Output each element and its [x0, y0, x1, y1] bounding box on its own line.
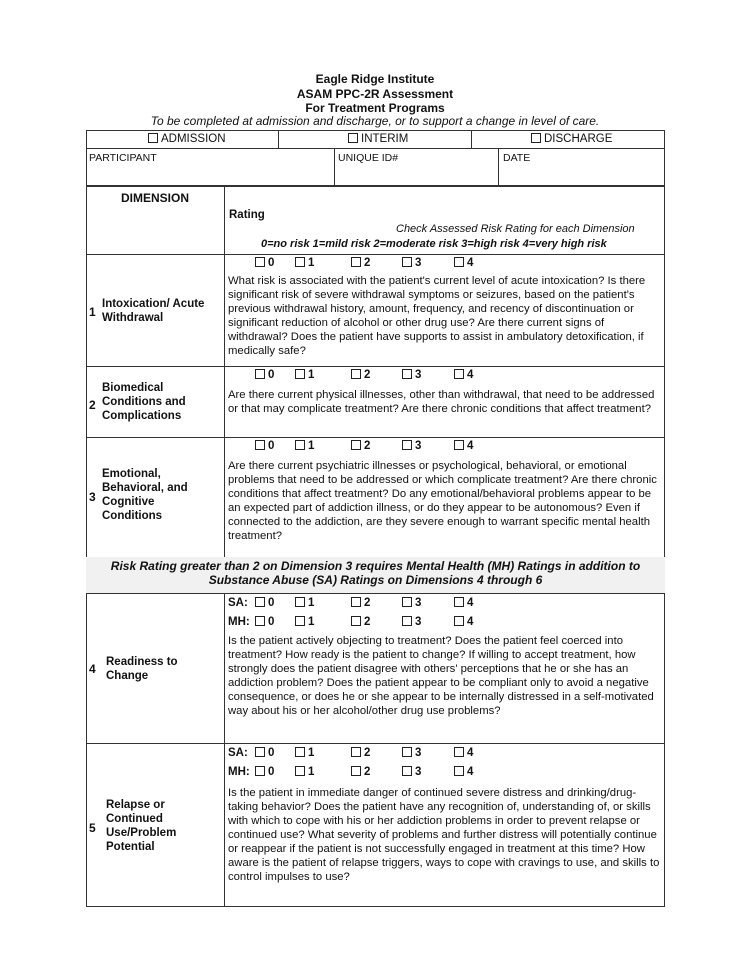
rating-3[interactable]: 3 — [402, 597, 454, 609]
rating-2[interactable]: 2 — [351, 369, 402, 381]
dim-name: Emotional, Behavioral, and Cognitive Conditions — [102, 468, 188, 522]
rating-4[interactable]: 4 — [454, 257, 494, 269]
rating-instruction: Check Assessed Risk Rating for each Dimension — [396, 223, 635, 235]
dim-number: 4 — [89, 662, 96, 676]
rating-0[interactable]: 0 — [255, 440, 295, 452]
form-instruction: To be completed at admission and discharge, or to support a change in level of care. — [150, 114, 600, 128]
unique-id-field[interactable]: UNIQUE ID# — [338, 152, 399, 164]
rating-options — [255, 440, 494, 452]
rating-scale: 0=no risk 1=mild risk 2=moderate risk 3=high risk 4=very high risk — [261, 238, 607, 250]
dim-number: 1 — [89, 305, 96, 319]
rating-2[interactable]: 2 — [351, 747, 402, 759]
mh-requirement-banner: Risk Rating greater than 2 on Dimension 3 requires Mental Health (MH) Ratings in addition to Substance Abuse (SA) Ratings on Dimensions 4 through 6 — [86, 557, 665, 593]
rating-1[interactable]: 1 — [295, 616, 351, 628]
rating-4[interactable]: 4 — [454, 369, 494, 381]
rating-1[interactable]: 1 — [295, 440, 351, 452]
rating-options — [255, 369, 494, 381]
date-field[interactable]: DATE — [503, 152, 531, 164]
sa-rating-options: SA: 0 1 2 3 4 — [228, 747, 494, 759]
dim-number: 3 — [89, 490, 96, 504]
rating-1[interactable]: 1 — [295, 257, 351, 269]
dim-question: Are there current physical illnesses, other than withdrawal, that need to be addressed or that may complicate treatment? Are there chronic conditions that affect treatment? — [228, 389, 655, 415]
dim-question: Are there current psychiatric illnesses or psychological, behavioral, or emotional problems that need to be addressed or which complicate treatment? Are there chronic conditions that affect treatment? Do any emotional/behavioral problems appear to be an expected part of addiction illness, or do they appear to be autonomous? Even if connected to the addiction, are they severe enough to warrant specific mental health treatment? — [228, 460, 657, 542]
rating-options — [255, 257, 494, 269]
mh-rating-options: MH: 0 1 2 3 4 — [228, 766, 494, 778]
interim-checkbox[interactable]: INTERIM — [348, 133, 408, 145]
checkbox-icon — [348, 133, 358, 143]
checkbox-icon — [148, 133, 158, 143]
rating-3[interactable]: 3 — [402, 257, 454, 269]
dim-number: 2 — [89, 398, 96, 412]
dim-question: Is the patient actively objecting to treatment? Does the patient feel coerced into treatment? How ready is the patient to change? If willing to accept treatment, how strongly does the patient disagree with others' perceptions that he or she has an addiction problem? Does the patient appear to be compliant only to avoid a negative consequence, or does he or she appear to be internally distressed in a self-motivated way about his or her alcohol/other drug use problems? — [228, 635, 654, 717]
org-name: Eagle Ridge Institute — [315, 72, 435, 86]
rating-header: Rating — [229, 209, 265, 221]
rating-4[interactable]: 4 — [454, 616, 494, 628]
admission-checkbox[interactable]: ADMISSION — [148, 133, 226, 145]
dim-number: 5 — [89, 821, 96, 835]
dimension-header: DIMENSION — [121, 191, 190, 205]
rating-4[interactable]: 4 — [454, 440, 494, 452]
rating-1[interactable]: 1 — [295, 747, 351, 759]
rating-3[interactable]: 3 — [402, 747, 454, 759]
rating-0[interactable]: 0 — [255, 616, 295, 628]
rating-1[interactable]: 1 — [295, 369, 351, 381]
rating-1[interactable]: 1 — [295, 597, 351, 609]
participant-field[interactable]: PARTICIPANT — [89, 152, 157, 164]
rating-4[interactable]: 4 — [454, 597, 494, 609]
mh-rating-options: MH: 0 1 2 3 4 — [228, 616, 494, 628]
form-title: ASAM PPC-2R Assessment — [296, 87, 454, 101]
rating-0[interactable]: 0 — [255, 369, 295, 381]
rating-0[interactable]: 0 — [255, 747, 295, 759]
rating-0[interactable]: 0 — [255, 257, 295, 269]
rating-1[interactable]: 1 — [295, 766, 351, 778]
rating-2[interactable]: 2 — [351, 597, 402, 609]
rating-2[interactable]: 2 — [351, 766, 402, 778]
dim-question: Is the patient in immediate danger of continued severe distress and drinking/drug-taking behavior? Does the patient have any recognition of, understanding of, or skills with which to cope with his or her addiction problems in order to prevent relapse or continued use? What severity of problems and further distress will potentially continue or reappear if the patient is not successfully engaged in treatment at this time? How aware is the patient of relapse triggers, ways to cope with cravings to use, and skills to control impulses to use? — [228, 787, 660, 883]
rating-3[interactable]: 3 — [402, 369, 454, 381]
dim-question: What risk is associated with the patient's current level of acute intoxication? Is there significant risk of severe withdrawal symptoms or seizures, based on the patient's previous withdrawal history, amount, frequency, and recency of discontinuation or significant reduction of alcohol or other drug use? Are there current signs of withdrawal? Does the patient have supports to assist in ambulatory detoxification, if medically safe? — [228, 275, 646, 357]
form-subtitle: For Treatment Programs — [305, 101, 445, 115]
rating-3[interactable]: 3 — [402, 766, 454, 778]
dim-name: Relapse or Continued Use/Problem Potential — [106, 799, 177, 853]
discharge-checkbox[interactable]: DISCHARGE — [531, 133, 612, 145]
rating-0[interactable]: 0 — [255, 766, 295, 778]
rating-4[interactable]: 4 — [454, 747, 494, 759]
rating-0[interactable]: 0 — [255, 597, 295, 609]
sa-rating-options: SA: 0 1 2 3 4 — [228, 597, 494, 609]
rating-4[interactable]: 4 — [454, 766, 494, 778]
dim-name: Intoxication/ Acute Withdrawal — [102, 298, 205, 324]
rating-3[interactable]: 3 — [402, 616, 454, 628]
dim-name: Readiness to Change — [106, 656, 178, 682]
rating-2[interactable]: 2 — [351, 616, 402, 628]
rating-3[interactable]: 3 — [402, 440, 454, 452]
rating-2[interactable]: 2 — [351, 257, 402, 269]
rating-2[interactable]: 2 — [351, 440, 402, 452]
dim-name: Biomedical Conditions and Complications — [102, 382, 186, 422]
checkbox-icon — [531, 133, 541, 143]
